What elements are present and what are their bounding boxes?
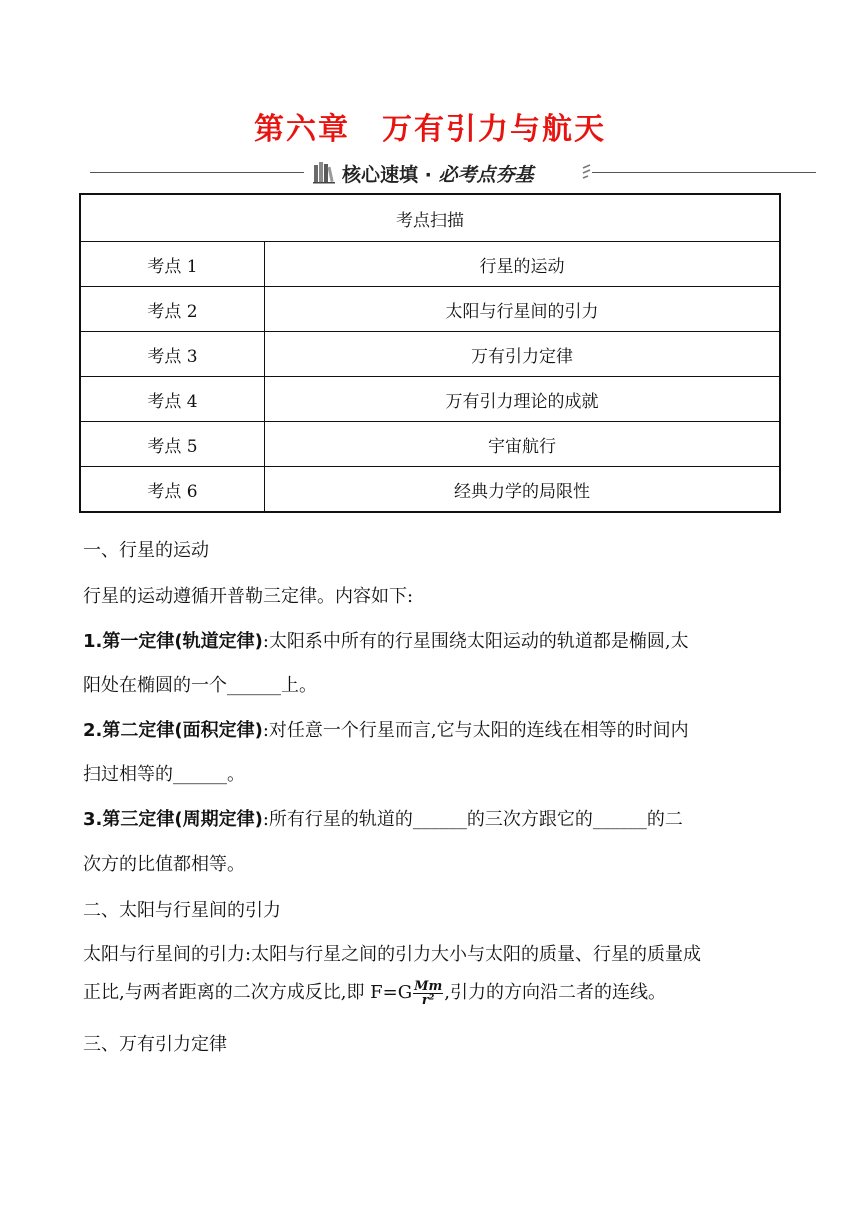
law3-line1 xyxy=(83,805,683,831)
banner-rule-left xyxy=(90,172,304,173)
table-row xyxy=(80,467,780,513)
gravity-line2 xyxy=(83,978,666,1007)
law2-line1 xyxy=(83,716,689,742)
table-cell-topic: 经典力学的局限性 xyxy=(265,467,781,513)
banner-rule-right xyxy=(592,172,816,173)
gravity-text-post: ,引力的方向沿二者的连线。 xyxy=(444,982,667,1003)
table-header: 考点扫描 xyxy=(80,194,780,242)
table-row xyxy=(80,242,780,287)
table-cell-point: 考点 1 xyxy=(80,242,265,287)
table-row xyxy=(80,422,780,467)
banner-text xyxy=(342,160,533,187)
table-cell-topic: 太阳与行星间的引力 xyxy=(265,287,781,332)
gravity-text-pre: 正比,与两者距离的二次方成反比,即 F=G xyxy=(83,982,413,1003)
law2-text-a: :对任意一个行星而言,它与太阳的连线在相等的时间内 xyxy=(262,720,689,741)
banner-text-italic: 必考点夯基 xyxy=(438,164,534,186)
table-row xyxy=(80,332,780,377)
table-cell-topic: 万有引力定律 xyxy=(265,332,781,377)
gravity-formula xyxy=(413,980,443,1007)
section1-heading: 一、行星的运动 xyxy=(83,540,209,561)
banner-text-plain: 核心速填 · xyxy=(342,164,439,186)
law2-line2: 扫过相等的______。 xyxy=(83,764,245,785)
table-cell-point: 考点 6 xyxy=(80,467,265,513)
table-cell-point: 考点 3 xyxy=(80,332,265,377)
formula-numerator: Mm xyxy=(414,978,443,994)
law3-line2: 次方的比值都相等。 xyxy=(83,854,245,875)
books-icon xyxy=(312,160,338,184)
table-row xyxy=(80,377,780,422)
law3-label: 3.第三定律(周期定律) xyxy=(83,809,263,830)
chapter-title: 第六章 万有引力与航天 xyxy=(254,112,606,147)
law1-text-a: :太阳系中所有的行星围绕太阳运动的轨道都是椭圆,太 xyxy=(262,631,689,652)
law2-label: 2.第二定律(面积定律) xyxy=(83,720,263,741)
table-cell-point: 考点 4 xyxy=(80,377,265,422)
table-cell-topic: 万有引力理论的成就 xyxy=(265,377,781,422)
table-cell-point: 考点 2 xyxy=(80,287,265,332)
law1-label: 1.第一定律(轨道定律) xyxy=(83,631,263,652)
table-cell-point: 考点 5 xyxy=(80,422,265,467)
banner-tail-icon xyxy=(582,164,592,180)
formula-denominator: r² xyxy=(421,992,435,1008)
gravity-line1: 太阳与行星间的引力:太阳与行星之间的引力大小与太阳的质量、行星的质量成 xyxy=(83,944,702,965)
law1-line1 xyxy=(83,627,689,653)
section3-heading: 三、万有引力定律 xyxy=(83,1034,227,1055)
section2-heading: 二、太阳与行星间的引力 xyxy=(83,900,281,921)
table-row xyxy=(80,287,780,332)
topic-scan-table xyxy=(79,193,781,513)
table-cell-topic: 宇宙航行 xyxy=(265,422,781,467)
law3-text-a: :所有行星的轨道的______的三次方跟它的______的二 xyxy=(262,809,683,830)
law1-line2: 阳处在椭圆的一个______上。 xyxy=(83,675,317,696)
table-cell-topic: 行星的运动 xyxy=(265,242,781,287)
intro-text: 行星的运动遵循开普勒三定律。内容如下: xyxy=(83,586,414,607)
section-banner xyxy=(90,158,816,188)
